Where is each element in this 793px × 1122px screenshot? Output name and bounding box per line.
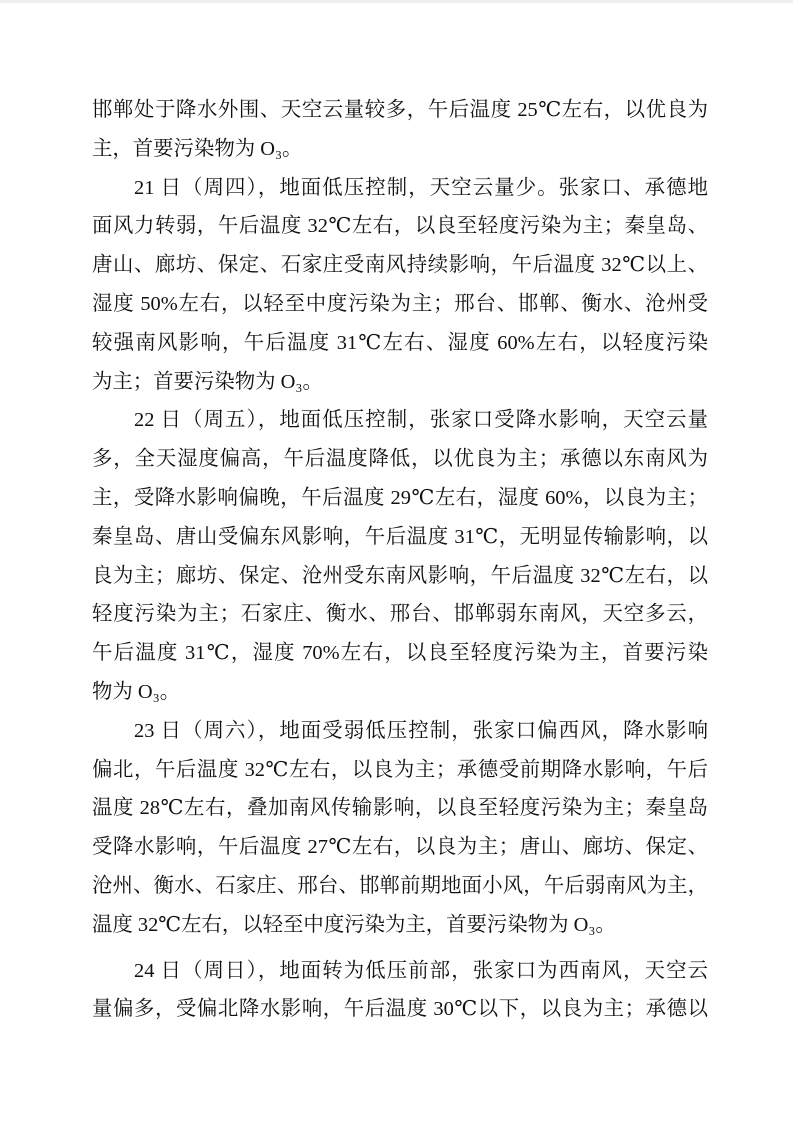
text-line: 受降水影响，午后温度 27℃左右，以良为主；唐山、廊坊、保定、 (92, 836, 708, 859)
text-line: 邯郸处于降水外围、天空云量较多，午后温度 25℃左右，以优良为 (92, 99, 708, 121)
text-line: 23 日（周六），地面受弱低压控制，张家口偏西风，降水影响 (134, 719, 708, 742)
text-line: 24 日（周日），地面转为低压前部，张家口为西南风，天空云 (134, 959, 708, 982)
text-line: 为主；首要污染物为 O₃。 (92, 370, 323, 393)
text-line: 温度 32℃左右，以轻至中度污染为主，首要污染物为 O₃。 (92, 913, 616, 936)
text-line: 物为 O₃。 (92, 680, 181, 703)
text-line: 主，首要污染物为 O₃。 (92, 137, 303, 160)
text-line: 偏北，午后温度 32℃左右，以良为主；承德受前期降水影响，午后 (92, 758, 708, 781)
text-line: 主，受降水影响偏晚，午后温度 29℃左右，湿度 60%，以良为主； (92, 486, 708, 509)
text-line: 沧州、衡水、石家庄、邢台、邯郸前期地面小风，午后弱南风为主， (92, 874, 708, 897)
text-line: 温度 28℃左右，叠加南风传输影响，以良至轻度污染为主；秦皇岛 (92, 797, 708, 820)
text-line: 多，全天湿度偏高，午后温度降低，以优良为主；承德以东南风为 (92, 448, 708, 471)
document-body (92, 91, 708, 1029)
text-line: 唐山、廊坊、保定、石家庄受南风持续影响，午后温度 32℃以上、 (92, 254, 708, 277)
text-line: 量偏多，受偏北降水影响，午后温度 30℃以下，以良为主；承德以 (92, 998, 708, 1021)
text-line: 22 日（周五），地面低压控制，张家口受降水影响，天空云量 (134, 409, 708, 432)
page-top-edge (0, 0, 793, 3)
text-line: 秦皇岛、唐山受偏东风影响，午后温度 31℃，无明显传输影响，以 (92, 525, 708, 548)
text-line: 21 日（周四），地面低压控制，天空云量少。张家口、承德地 (134, 176, 708, 199)
text-line: 午后温度 31℃，湿度 70%左右，以良至轻度污染为主，首要污染 (92, 642, 708, 665)
text-line: 较强南风影响，午后温度 31℃左右、湿度 60%左右，以轻度污染 (92, 331, 708, 354)
text-line: 轻度污染为主；石家庄、衡水、邢台、邯郸弱东南风，天空多云， (92, 603, 708, 626)
text-line: 湿度 50%左右，以轻至中度污染为主；邢台、邯郸、衡水、沧州受 (92, 292, 708, 315)
text-line: 良为主；廊坊、保定、沧州受东南风影响，午后温度 32℃左右，以 (92, 564, 708, 587)
text-line: 面风力转弱，午后温度 32℃左右，以良至轻度污染为主；秦皇岛、 (92, 215, 708, 238)
